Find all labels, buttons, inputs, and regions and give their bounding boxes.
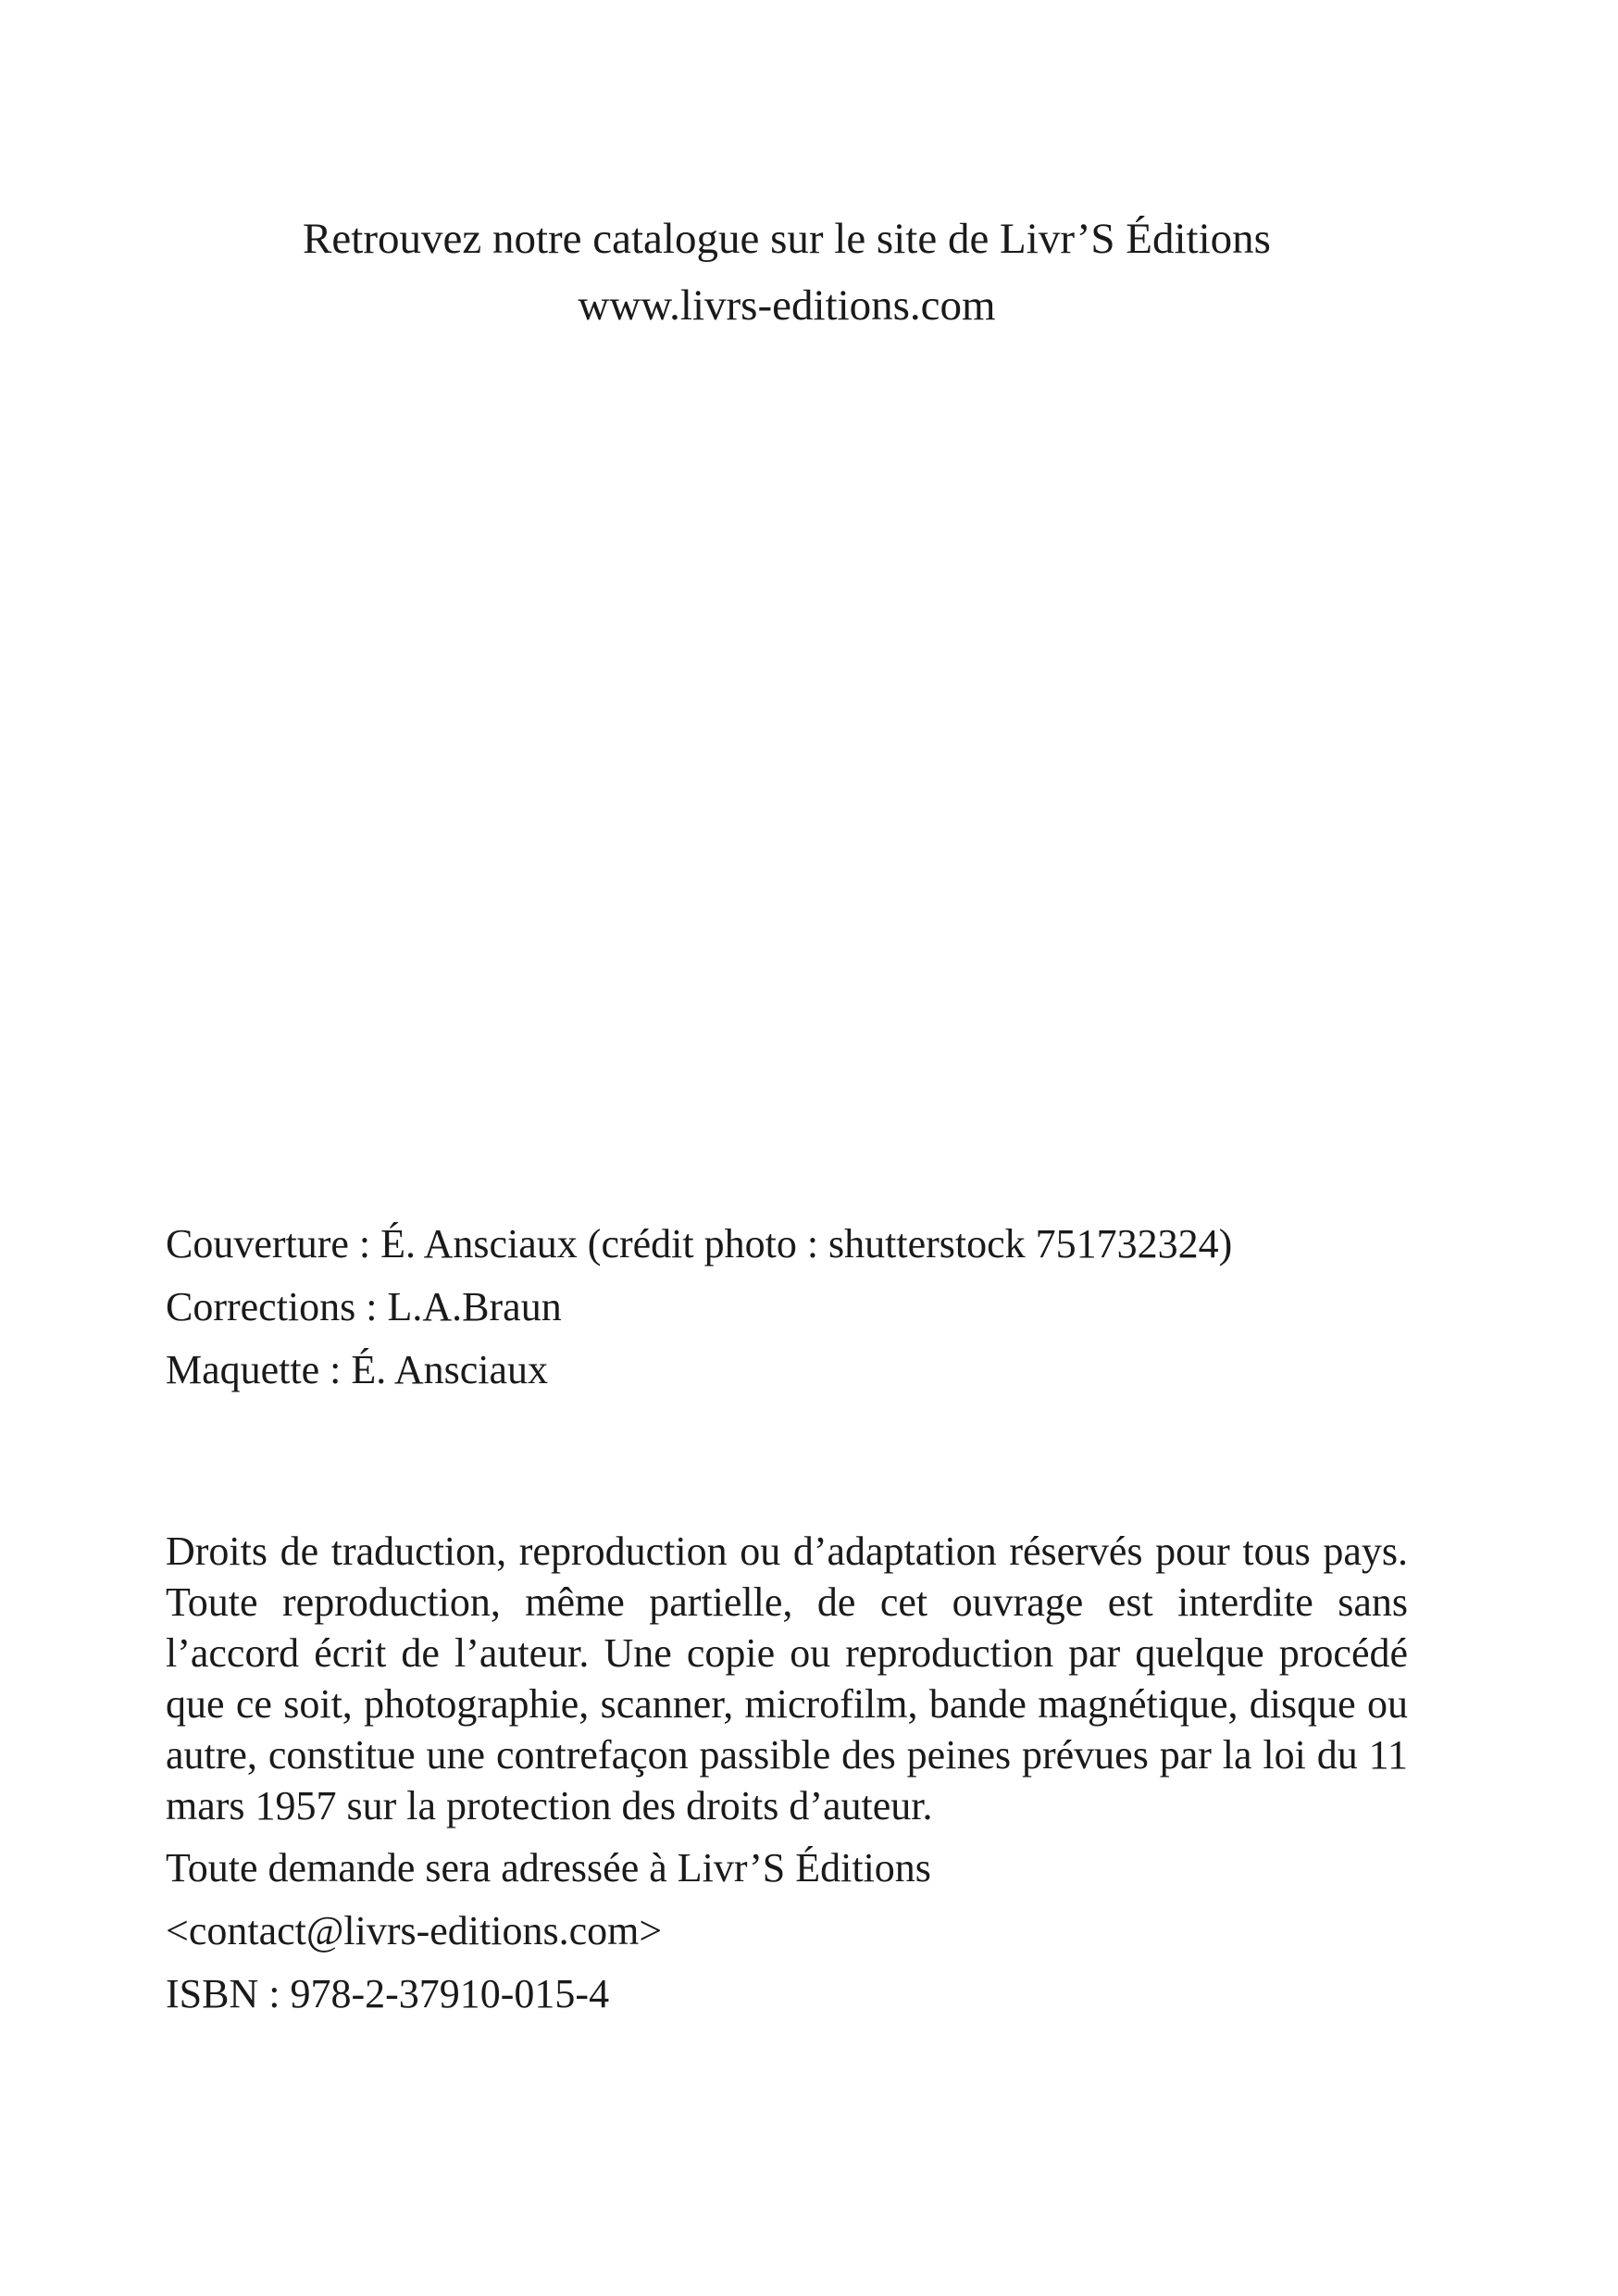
rights-notice: Droits de traduction, reproduction ou d’adaptation réservés pour tous pays. Toute reproduction, même partielle, de cet ouvrage est interdite sans l’accord écrit de l’auteur. Une copie ou reproduction par quelque procédé que ce soit, photographie, scanner, microfilm, bande magnétique, disque ou autre, constitue une contrefaçon passible des peines prévues par la loi du 11 mars 1957 sur la protection des droits d’auteur. — [166, 1529, 1408, 1828]
rights-block — [166, 1526, 1408, 2020]
corrections-credit: Corrections : L.A.Braun — [166, 1284, 562, 1329]
isbn: ISBN : 978-2-37910-015-4 — [166, 1971, 610, 2016]
request-line: Toute demande sera adressée à Livr’S Éditions — [166, 1845, 931, 1890]
cover-credit: Couverture : É. Ansciaux (crédit photo : shutterstock 751732324) — [166, 1221, 1233, 1267]
contact-email: <contact@livrs-editions.com> — [166, 1908, 663, 1953]
credits-block — [166, 1213, 1415, 1402]
website-url: www.livrs-editions.com — [578, 281, 996, 330]
catalogue-header — [0, 206, 1574, 339]
layout-credit: Maquette : É. Ansciaux — [166, 1347, 549, 1392]
catalogue-line: Retrouvez notre catalogue sur le site de Livr’S Éditions — [303, 215, 1271, 263]
